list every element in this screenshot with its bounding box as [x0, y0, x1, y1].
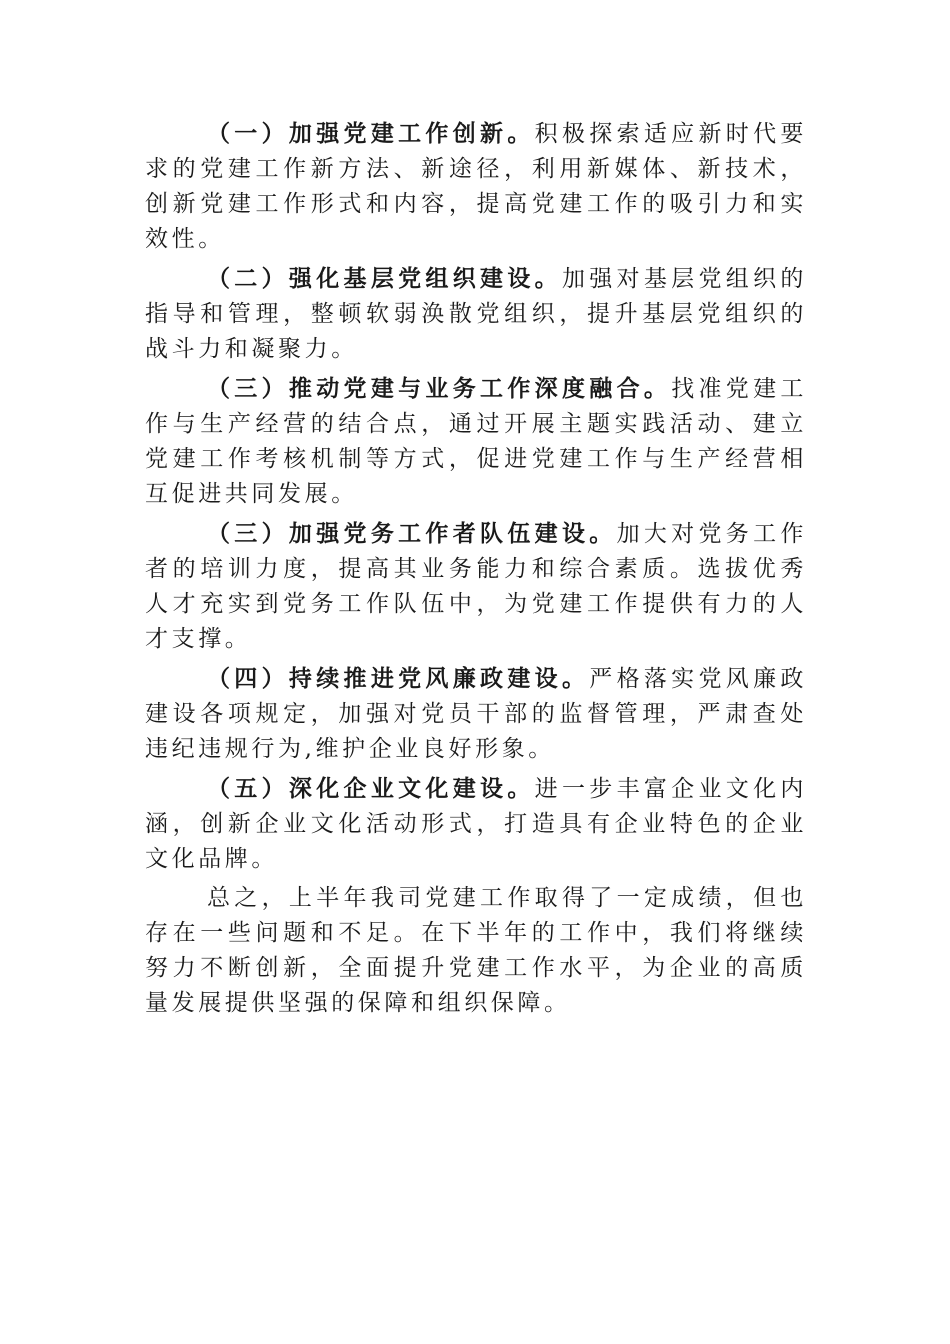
paragraph-text: 严格落实党风廉政建设各项规定，加强对党员干部的监督管理，严肃查处违纪违规行为,维护企业良好形象。 [145, 666, 807, 762]
paragraph-corporate-culture [145, 771, 807, 877]
paragraph-integrity-building [145, 661, 807, 767]
paragraph-lead: （三）加强党务工作者队伍建设。 [207, 520, 617, 547]
paragraph-text: 加大对党务工作者的培训力度，提高其业务能力和综合素质。选拔优秀人才充实到党务工作队伍中，为党建工作提供有力的人才支撑。 [145, 521, 808, 652]
paragraph-party-workers-team [145, 516, 807, 657]
paragraph-lead: （三）推动党建与业务工作深度融合。 [207, 375, 672, 402]
paragraph-grassroots-organization [145, 261, 807, 367]
paragraph-summary [145, 881, 807, 1021]
paragraph-text: 积极探索适应新时代要求的党建工作新方法、新途径，利用新媒体、新技术，创新党建工作形式和内容，提高党建工作的吸引力和实效性。 [145, 121, 807, 252]
paragraph-text: 找准党建工作与生产经营的结合点，通过开展主题实践活动、建立党建工作考核机制等方式，促进党建工作与生产经营相互促进共同发展。 [145, 376, 808, 507]
document-body [145, 116, 807, 1025]
paragraph-business-integration [145, 371, 807, 512]
paragraph-text: 总之，上半年我司党建工作取得了一定成绩，但也存在一些问题和不足。在下半年的工作中，我们将继续努力不断创新，全面提升党建工作水平，为企业的高质量发展提供坚强的保障和组织保障。 [145, 885, 807, 1016]
paragraph-party-building-innovation [145, 116, 807, 257]
paragraph-lead: （一）加强党建工作创新。 [207, 120, 535, 147]
paragraph-lead: （五）深化企业文化建设。 [207, 775, 535, 802]
paragraph-text: 加强对基层党组织的指导和管理，整顿软弱涣散党组织，提升基层党组织的战斗力和凝聚力。 [145, 266, 807, 362]
paragraph-lead: （二）强化基层党组织建设。 [207, 265, 562, 292]
paragraph-text: 进一步丰富企业文化内涵，创新企业文化活动形式，打造具有企业特色的企业文化品牌。 [145, 776, 807, 872]
paragraph-lead: （四）持续推进党风廉政建设。 [207, 665, 590, 692]
